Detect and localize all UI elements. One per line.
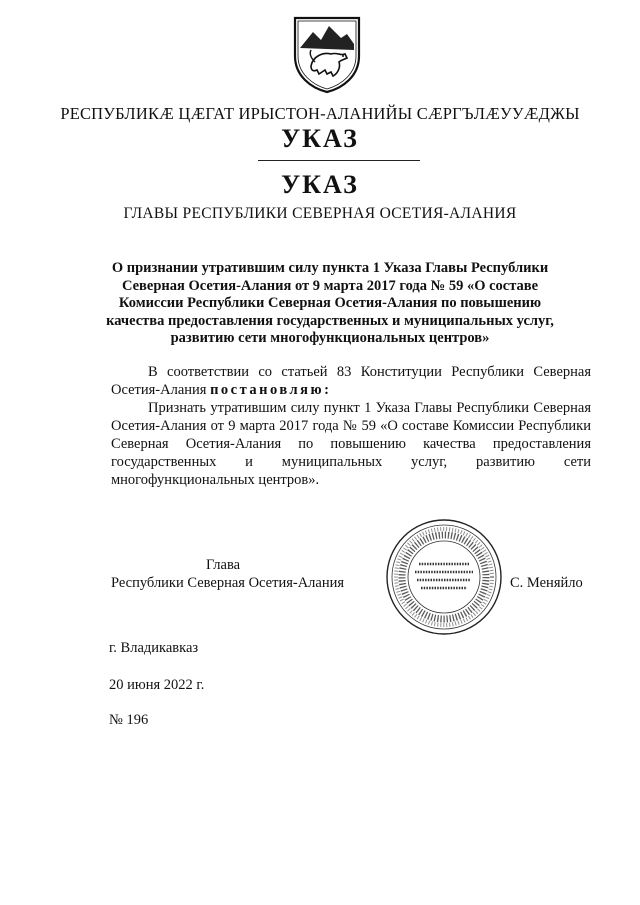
- official-seal-icon: [385, 518, 503, 636]
- decree-heading-line: Комиссии Республики Северная Осетия-Алания по повышению: [118, 295, 542, 311]
- decree-heading-line: Северная Осетия-Алания от 9 марта 2017 года № 59 «О составе: [121, 277, 539, 294]
- issuer-russian: ГЛАВЫ РЕСПУБЛИКИ СЕВЕРНАЯ ОСЕТИЯ-АЛАНИЯ: [123, 205, 517, 222]
- decree-heading-line: развитию сети многофункциональных центров»: [170, 330, 490, 346]
- decree-heading: [80, 260, 580, 348]
- document-title-ossetian: УКАЗ: [281, 124, 359, 153]
- preamble-text: В соответствии со статьей 83 Конституции Республики Северная Осетия-Алания: [111, 364, 591, 398]
- decree-date: 20 июня 2022 г.: [109, 677, 205, 693]
- signatory-name: С. Меняйло: [510, 575, 583, 591]
- signatory-title: Глава: [206, 557, 241, 573]
- preamble-paragraph: [111, 363, 591, 399]
- issuer-ossetian: РЕСПУБЛИКӔ ЦӔГАТ ИРЫСТОН-АЛАНИЙЫ СӔРГЪЛӔУУӔДЖЫ: [60, 104, 580, 123]
- resolve-word: постановляю:: [210, 382, 332, 398]
- decree-heading-line: О признании утратившим силу пункта 1 Указа Главы Республики: [111, 260, 549, 276]
- title-divider: [258, 160, 420, 161]
- decree-body: [111, 363, 591, 489]
- operative-paragraph: Признать утратившим силу пункт 1 Указа Главы Республики Северная Осетия-Алания от 9 марта 2017 года № 59 «О составе Комиссии Республики Северная Осетия-Алания по повышению качества предоставления государственных и муниципальных услуг, развитию сети многофункциональных центров».: [111, 400, 591, 488]
- place-of-signing: г. Владикавказ: [109, 640, 199, 656]
- decree-heading-line: качества предоставления государственных и муниципальных услуг,: [106, 312, 554, 329]
- signatory-organization: Республики Северная Осетия-Алания: [111, 575, 345, 591]
- coat-of-arms-icon: [291, 14, 363, 94]
- decree-number: № 196: [109, 712, 149, 728]
- document-title-russian: УКАЗ: [281, 170, 359, 199]
